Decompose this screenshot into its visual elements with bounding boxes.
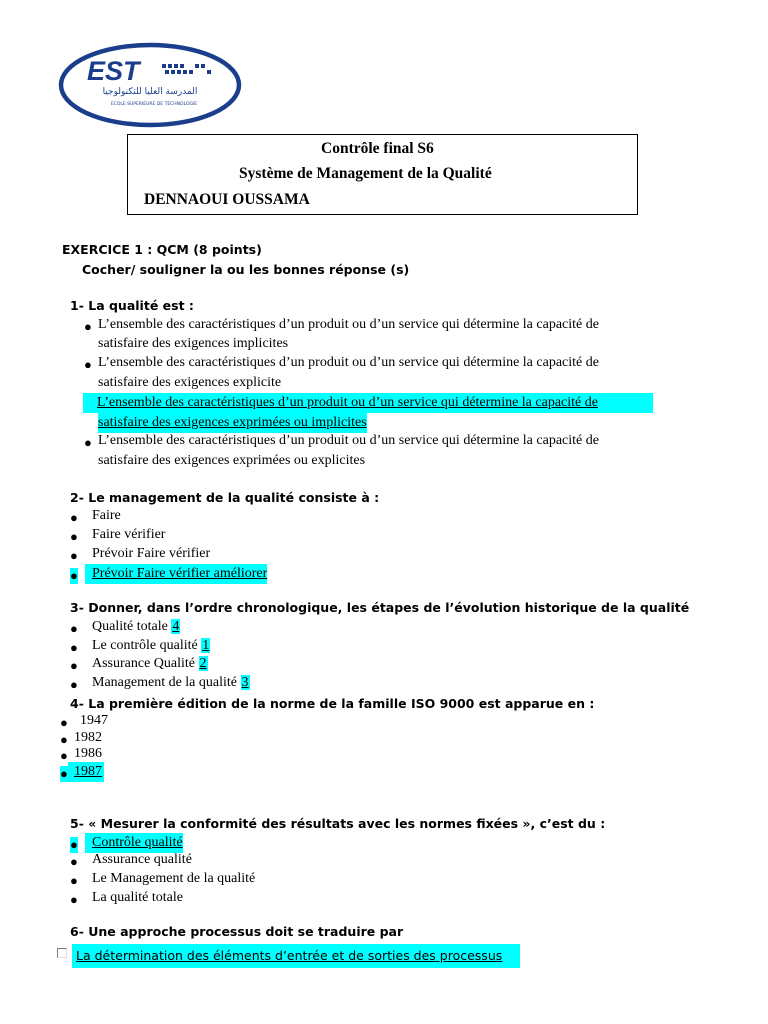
q5-option-2[interactable]: Assurance qualité xyxy=(92,852,192,867)
q3-option-4-rank[interactable]: 3 xyxy=(241,675,249,690)
bullet-icon: ● xyxy=(84,357,92,372)
bullet-icon: ● xyxy=(70,837,78,852)
bullet-icon: ● xyxy=(70,892,78,907)
question-2-title: 2- Le management de la qualité consiste à : xyxy=(70,490,380,505)
q3-option-3[interactable] xyxy=(92,654,208,674)
logo-subtitle: ECOLE SUPERIEURE DE TECHNOLOGIE xyxy=(110,102,198,107)
q1-option-3-line2[interactable]: satisfaire des exigences exprimées ou implicites xyxy=(98,413,367,433)
q4-option-2[interactable]: 1982 xyxy=(74,730,102,745)
checkbox-icon[interactable] xyxy=(57,948,67,958)
question-1-title: 1- La qualité est : xyxy=(70,298,194,313)
q4-option-3[interactable]: 1986 xyxy=(74,746,102,761)
bullet-icon: ● xyxy=(70,510,78,525)
question-6-title: 6- Une approche processus doit se traduire par xyxy=(70,924,404,939)
bullet-icon: ● xyxy=(60,715,68,730)
bullet-icon: ● xyxy=(70,658,78,673)
q4-option-1[interactable]: 1947 xyxy=(80,713,108,728)
q2-option-1[interactable]: Faire xyxy=(92,508,121,523)
bullet-icon: ● xyxy=(84,319,92,334)
bullet-icon: ● xyxy=(70,677,78,692)
exam-title: Contrôle final S6 xyxy=(321,140,434,157)
q4-option-4[interactable]: 1987 xyxy=(68,762,104,782)
q1-option-4-line1[interactable]: L’ensemble des caractéristiques d’un produit ou d’un service qui détermine la capacité de xyxy=(98,433,599,448)
school-logo xyxy=(57,42,243,128)
q1-option-1-line2[interactable]: satisfaire des exigences implicites xyxy=(98,336,289,351)
q3-option-4[interactable] xyxy=(92,673,250,693)
bullet-icon: ● xyxy=(70,640,78,655)
bullet-icon: ● xyxy=(70,873,78,888)
bullet-icon: ● xyxy=(70,529,78,544)
q3-option-2-label: Le contrôle qualité xyxy=(92,638,198,653)
q3-option-1-rank[interactable]: 4 xyxy=(172,619,180,634)
q3-option-3-rank[interactable]: 2 xyxy=(199,656,207,671)
bullet-icon: ● xyxy=(70,548,78,563)
bullet-icon: ● xyxy=(70,621,78,636)
q2-option-3[interactable]: Prévoir Faire vérifier xyxy=(92,546,211,561)
q6-option-1[interactable]: La détermination des éléments d’entrée et de sorties des processus xyxy=(72,944,520,968)
bullet-icon: ● xyxy=(60,766,68,781)
q1-option-4-line2[interactable]: satisfaire des exigences exprimées ou explicites xyxy=(98,453,366,468)
q3-option-4-label: Management de la qualité xyxy=(92,675,237,690)
bullet-icon: ● xyxy=(84,435,92,450)
bullet-icon: ● xyxy=(60,748,68,763)
logo-arabic-text: المدرسة العليا للتكنولوجيا xyxy=(102,87,198,97)
q5-option-4[interactable]: La qualité totale xyxy=(92,890,183,905)
q2-option-2[interactable]: Faire vérifier xyxy=(92,527,166,542)
q3-option-2[interactable] xyxy=(92,636,210,656)
exercise-title: EXERCICE 1 : QCM (8 points) xyxy=(62,242,262,257)
q3-option-2-rank[interactable]: 1 xyxy=(202,638,210,653)
q3-option-1[interactable] xyxy=(92,617,180,637)
q5-option-1[interactable]: Contrôle qualité xyxy=(85,833,183,853)
bullet-icon: ● xyxy=(70,568,78,583)
question-4-title: 4- La première édition de la norme de la famille ISO 9000 est apparue en : xyxy=(70,696,595,711)
question-5-title: 5- « Mesurer la conformité des résultats avec les normes fixées », c’est du : xyxy=(70,816,606,831)
logo-text: EST xyxy=(87,56,140,86)
q5-option-3[interactable]: Le Management de la qualité xyxy=(92,871,256,886)
question-3-title: 3- Donner, dans l’ordre chronologique, les étapes de l’évolution historique de la qualité xyxy=(70,600,690,615)
q1-option-2-line2[interactable]: satisfaire des exigences explicite xyxy=(98,375,282,390)
q2-option-4[interactable]: Prévoir Faire vérifier améliorer xyxy=(85,564,267,584)
q1-option-1-line1[interactable]: L’ensemble des caractéristiques d’un produit ou d’un service qui détermine la capacité de xyxy=(98,317,599,332)
q3-option-1-label: Qualité totale xyxy=(92,619,168,634)
student-name: DENNAOUI OUSSAMA xyxy=(144,191,310,208)
title-box xyxy=(127,134,638,215)
exercise-instruction: Cocher/ souligner la ou les bonnes réponse (s) xyxy=(82,262,410,277)
course-title: Système de Management de la Qualité xyxy=(239,165,492,182)
bullet-icon: ● xyxy=(70,854,78,869)
bullet-icon: ● xyxy=(60,732,68,747)
q1-option-2-line1[interactable]: L’ensemble des caractéristiques d’un produit ou d’un service qui détermine la capacité de xyxy=(98,355,599,370)
q3-option-3-label: Assurance Qualité xyxy=(92,656,196,671)
q1-option-3-line1[interactable]: L’ensemble des caractéristiques d’un produit ou d’un service qui détermine la capacité de xyxy=(83,393,653,413)
